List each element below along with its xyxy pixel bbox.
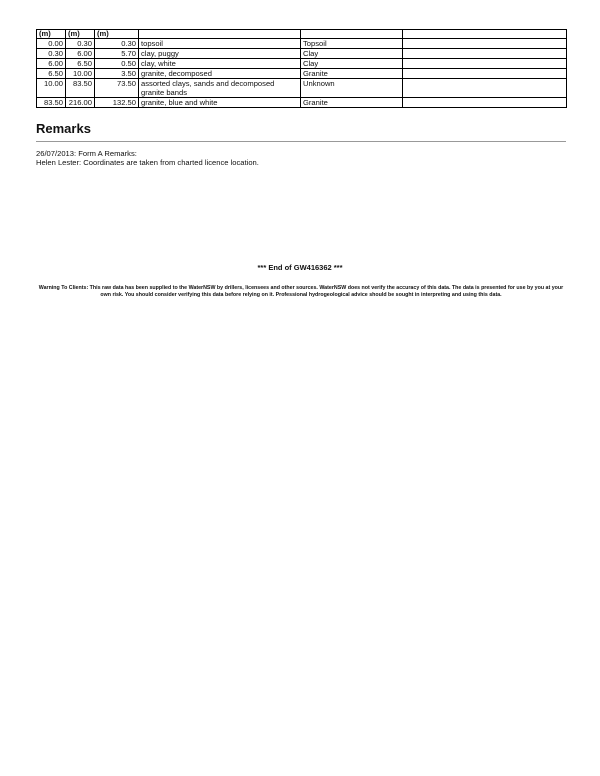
comments-cell [403, 49, 567, 59]
thickness-header: (m) [95, 30, 139, 39]
to-depth-cell: 6.50 [66, 59, 95, 69]
table-row [37, 39, 567, 49]
table-row [37, 59, 567, 69]
to-depth-cell: 6.00 [66, 49, 95, 59]
description-cell: clay, puggy [139, 49, 301, 59]
to-depth-cell: 10.00 [66, 69, 95, 79]
thickness-cell: 73.50 [95, 79, 139, 98]
to-depth-cell: 0.30 [66, 39, 95, 49]
remarks-line: Helen Lester: Coordinates are taken from charted licence location. [36, 158, 259, 167]
table-row [37, 69, 567, 79]
drillers-log-table [36, 29, 567, 108]
geology-cell: Unknown [301, 79, 403, 98]
remarks-line: 26/07/2013: Form A Remarks: [36, 149, 137, 158]
warning-to-clients: Warning To Clients: This raw data has been supplied to the WaterNSW by drillers, licensees and other sources. WaterNSW does not verify the accuracy of this data. The data is presented for use by you at your own risk. You should consider verifying this data before relying on it. Professional hydrogeological advice should be sought in interpreting and using this data. [38, 285, 564, 298]
comments-cell [403, 69, 567, 79]
table-header-row [37, 30, 567, 39]
from-depth-cell: 6.00 [37, 59, 66, 69]
from-depth-header: (m) [37, 30, 66, 39]
end-of-record-marker: *** End of GW416362 *** [257, 263, 343, 272]
geology-cell: Granite [301, 98, 403, 108]
table-row [37, 98, 567, 108]
description-cell: assorted clays, sands and decomposed granite bands [139, 79, 301, 98]
description-cell: granite, decomposed [139, 69, 301, 79]
geology-cell: Granite [301, 69, 403, 79]
description-cell: granite, blue and white [139, 98, 301, 108]
to-depth-header: (m) [66, 30, 95, 39]
geology-cell: Clay [301, 49, 403, 59]
to-depth-cell: 216.00 [66, 98, 95, 108]
from-depth-cell: 83.50 [37, 98, 66, 108]
from-depth-cell: 0.30 [37, 49, 66, 59]
description-header [139, 30, 301, 39]
thickness-cell: 0.30 [95, 39, 139, 49]
geology-cell: Topsoil [301, 39, 403, 49]
table-row [37, 49, 567, 59]
thickness-cell: 0.50 [95, 59, 139, 69]
from-depth-cell: 6.50 [37, 69, 66, 79]
comments-cell [403, 98, 567, 108]
from-depth-cell: 0.00 [37, 39, 66, 49]
geology-header [301, 30, 403, 39]
comments-header [403, 30, 567, 39]
geology-cell: Clay [301, 59, 403, 69]
description-cell: topsoil [139, 39, 301, 49]
to-depth-cell: 83.50 [66, 79, 95, 98]
thickness-cell: 3.50 [95, 69, 139, 79]
remarks-heading: Remarks [36, 121, 91, 136]
remarks-body [36, 149, 259, 167]
description-cell: clay, white [139, 59, 301, 69]
from-depth-cell: 10.00 [37, 79, 66, 98]
thickness-cell: 5.70 [95, 49, 139, 59]
comments-cell [403, 79, 567, 98]
remarks-divider [36, 141, 566, 142]
table-row [37, 79, 567, 98]
comments-cell [403, 59, 567, 69]
thickness-cell: 132.50 [95, 98, 139, 108]
comments-cell [403, 39, 567, 49]
